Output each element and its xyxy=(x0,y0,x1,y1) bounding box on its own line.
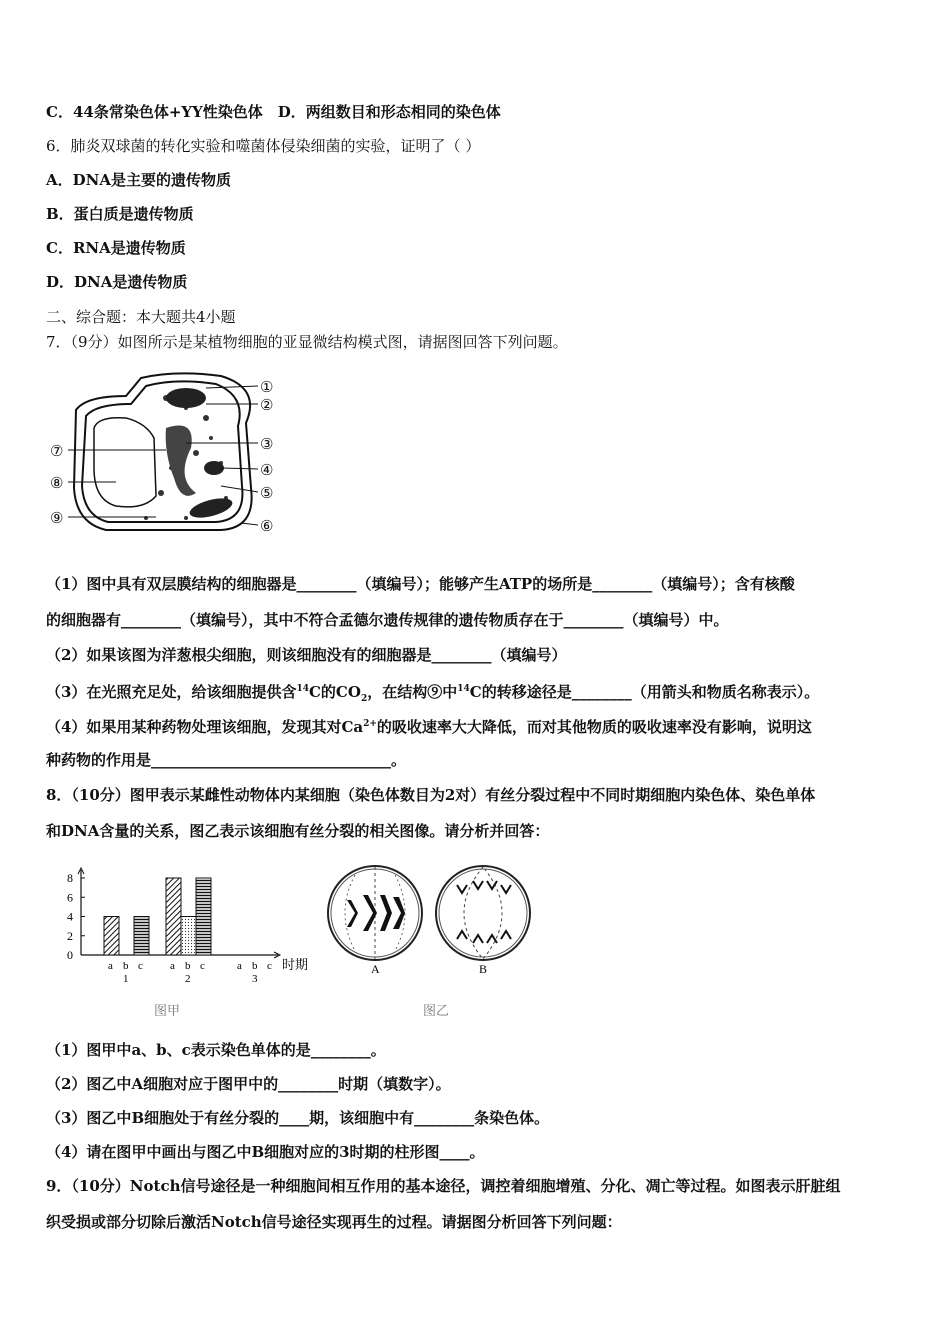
option-c: C．RNA是遗传物质 xyxy=(46,239,186,257)
q7-part4-a xyxy=(46,714,812,737)
q8-part4: （4）请在图甲中画出与图乙中B细胞对应的3时期的柱形图____。 xyxy=(46,1143,485,1161)
q7p3-seg3: ，在结构⑨中 xyxy=(367,683,458,701)
cell-a xyxy=(328,866,422,976)
series-label-c-1: c xyxy=(138,960,143,972)
q7p4-sup: 2+ xyxy=(363,719,377,729)
series-label-b-2: b xyxy=(185,960,191,972)
cell-label-7: ⑦ xyxy=(50,444,64,460)
option-a: A．DNA是主要的遗传物质 xyxy=(46,171,231,189)
question-8-b: 和DNA含量的关系，图乙表示该细胞有丝分裂的相关图像。请分析并回答： xyxy=(46,822,550,840)
series-label-b-1: b xyxy=(123,960,129,972)
option-b: B．蛋白质是遗传物质 xyxy=(46,205,194,223)
q7-part1-b: 的细胞器有________（填编号），其中不符合孟德尔遗传规律的遗传物质存在于________（填编号）中。 xyxy=(46,611,729,629)
question-7: 7．（9分）如图所示是某植物细胞的亚显微结构模式图，请据图回答下列问题。 xyxy=(46,333,568,351)
question-8-a: 8．（10分）图甲表示某雌性动物体内某细胞（染色体数目为2对）有丝分裂过程中不同时期细胞内染色体、染色单体 xyxy=(46,786,816,804)
series-label-c-2: c xyxy=(200,960,205,972)
plant-cell-figure xyxy=(46,368,296,538)
q7p3-seg4: C的转移途径是________（用箭头和物质名称表示）。 xyxy=(469,683,820,701)
q8-part2: （2）图乙中A细胞对应于图甲中的________时期（填数字）。 xyxy=(46,1075,451,1093)
question-9-b: 织受损或部分切除后激活Notch信号途径实现再生的过程。请据图分析回答下列问题： xyxy=(46,1213,622,1231)
series-label-c-3: c xyxy=(267,960,272,972)
bar-c-period-2 xyxy=(196,878,211,955)
bar-c-period-1 xyxy=(134,917,149,956)
y-tick-label-6: 6 xyxy=(67,890,73,905)
q7p4-seg1: （4）如果用某种药物处理该细胞，发现其对Ca xyxy=(46,718,364,736)
cell-label-9: ⑨ xyxy=(50,511,64,527)
cell-label-5: ⑤ xyxy=(260,486,274,502)
q7p4-seg2: 的吸收速率大大降低，而对其他物质的吸收速率没有影响，说明这 xyxy=(376,718,812,736)
cell-label-4: ④ xyxy=(260,463,274,479)
y-tick-label-8: 8 xyxy=(67,871,73,885)
q7p3-seg1: （3）在光照充足处，给该细胞提供含 xyxy=(46,683,297,701)
q8-part3: （3）图乙中B细胞处于有丝分裂的____期，该细胞中有________条染色体。 xyxy=(46,1109,550,1127)
question-6: 6．肺炎双球菌的转化实验和噬菌体侵染细菌的实验，证明了（ ） xyxy=(46,137,481,155)
bar-b-period-2 xyxy=(181,917,196,956)
series-label-a-3: a xyxy=(237,960,242,972)
bar-chart-jia xyxy=(46,858,326,1028)
cell-label-1: ① xyxy=(260,380,274,396)
option-c-d-line: C．44条常染色体+YY性染色体 D．两组数目和形态相同的染色体 xyxy=(46,103,501,121)
period-label-1: 1 xyxy=(123,973,129,985)
series-label-a-1: a xyxy=(108,960,113,972)
cell-b xyxy=(436,866,530,976)
cell-label-3: ③ xyxy=(260,437,274,453)
cell-b-label: B xyxy=(479,962,488,976)
figure-yi xyxy=(325,855,535,1025)
q7-part3 xyxy=(46,679,819,709)
q7p3-sup1: 14 xyxy=(296,684,309,694)
question-9-a: 9．（10分）Notch信号途径是一种细胞间相互作用的基本途径，调控着细胞增殖、分化、凋亡等过程。如图表示肝脏组 xyxy=(46,1177,841,1195)
vacuole xyxy=(94,418,156,507)
series-label-b-3: b xyxy=(252,960,258,972)
option-d: D．DNA是遗传物质 xyxy=(46,273,188,291)
nucleus-region xyxy=(166,426,196,496)
q7-part1-a: （1）图中具有双层膜结构的细胞器是________（填编号）；能够产生ATP的场所是________（填编号）；含有核酸 xyxy=(46,575,795,593)
y-tick-label-4: 4 xyxy=(67,909,73,924)
cell-label-2: ② xyxy=(260,398,274,414)
series-label-a-2: a xyxy=(170,960,175,972)
cell-label-8: ⑧ xyxy=(50,476,64,492)
period-label-3: 3 xyxy=(252,973,258,985)
chart-title: 图甲 xyxy=(154,1003,181,1018)
bar-a-period-2 xyxy=(166,878,181,955)
cell-label-6: ⑥ xyxy=(260,519,274,535)
section-heading: 二、综合题：本大题共4小题 xyxy=(46,308,236,326)
chloroplast-top xyxy=(166,388,206,408)
bar-a-period-1 xyxy=(104,917,119,956)
q7p3-seg2: C的CO xyxy=(308,683,361,701)
q7p3-sup2: 14 xyxy=(457,684,470,694)
q7p3-sub: 2 xyxy=(360,694,368,704)
x-axis-label: 时期 xyxy=(282,957,309,972)
figure-yi-caption: 图乙 xyxy=(423,1003,450,1018)
cell-a-label: A xyxy=(371,962,380,976)
q7-part2: （2）如果该图为洋葱根尖细胞，则该细胞没有的细胞器是________（填编号） xyxy=(46,646,567,664)
q7-part4-b: 种药物的作用是________________________________。 xyxy=(46,751,407,769)
period-label-2: 2 xyxy=(185,973,191,985)
y-tick-label-2: 2 xyxy=(67,928,73,943)
y-tick-label-0: 0 xyxy=(67,948,73,962)
q8-part1: （1）图甲中a、b、c表示染色单体的是________。 xyxy=(46,1041,386,1059)
